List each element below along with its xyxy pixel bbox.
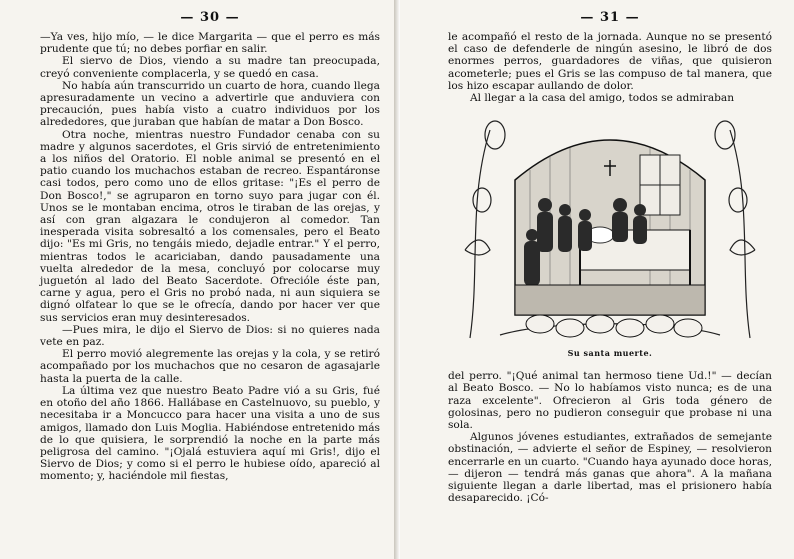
left-page bbox=[0, 0, 394, 559]
page-number-right: — 31 — bbox=[580, 10, 640, 25]
paragraph: Algunos jóvenes estudiantes, extrañados de semejante obstinación, — advierte el señor de Espiney, — resolvieron encerrarle en un cuarto. "Cuando haya ayunado doce horas, — dijeron — tendrá más ganas que ahora". A la mañana siguiente llegan a darle libertad, mas el prisionero había desaparecido. ¡Có- bbox=[448, 431, 772, 505]
illustration-caption: Su santa muerte. bbox=[567, 348, 653, 359]
paragraph: El siervo de Dios, viendo a su madre tan preocupada, creyó conveniente complacerla, y se quedó en casa. bbox=[40, 55, 380, 80]
paragraph: Al llegar a la casa del amigo, todos se admiraban bbox=[470, 92, 735, 105]
paragraph: El perro movió alegremente las orejas y la cola, y se retiró acompañado por los muchachos que no cesaron de agasajarle hasta la puerta de la calle. bbox=[40, 348, 380, 385]
paragraph: —Pues mira, le dijo el Siervo de Dios: si no quieres nada vete en paz. bbox=[40, 323, 380, 349]
paragraph: Otra noche, mientras nuestro Fundador cenaba con su madre y algunos sacerdotes, el Gris sirvió de entretenimiento a los niños del Oratorio. El noble animal se presentó en el patio cuando los muchachos estaban de recreo. Espantáronse casi todos, pero como uno de ellos gritase: "¡Es el perro de Don Bosco!," se agruparon en torno suyo para jugar con él. Unos se le montaban encima, otros le tiraban de las orejas, y así con gran algazara le condujeron al comedor. Tan inesperada visita sobresaltó a los comensales, pero el Beato dijo: "Es mi Gris, no tengáis miedo, dejadle entrar." Y el perro, mientras todos le acariciaban, dando pausadamente una vuelta alrededor de la mesa, concluyó por colocarse muy juguetón al lado del Beato Sacerdote. Ofrecióle éste pan, carne y agua, pero el Gris no probó nada, ni aun siquiera se dignó olfatear lo que se le ofrecía, dando por hacer ver que sus servicios eran muy desinteresados. bbox=[40, 128, 380, 324]
paragraph: del perro. "¡Qué animal tan hermoso tiene Ud.!" — decían al Beato Bosco. — No lo habíamos visto nunca; es de una raza excelente". Ofrecieron al Gris toda género de golosinas, pero no pudieron conseguir que probase ni una sola. bbox=[448, 370, 772, 432]
paragraph: La última vez que nuestro Beato Padre vió a su Gris, fué en otoño del año 1866. Hallábase en Castelnuovo, su pueblo, y necesitaba ir a Moncucco para hacer una visita a uno de sus amigos, llamado don Luis Moglia. Habiéndose entretenido más de lo que quisiera, le sorprendió la noche en la parte más peligrosa del camino. "¡Ojalá estuviera aquí mi Gris!, dijo el Siervo de Dios; y como si el perro le hubiese oído, apareció al momento; y, haciéndole mil fiestas, bbox=[40, 384, 380, 483]
engraving-svg bbox=[460, 110, 760, 342]
right-page bbox=[400, 0, 794, 559]
page-number-left: — 30 — bbox=[180, 10, 240, 25]
paragraph: No había aún transcurrido un cuarto de hora, cuando llega apresuradamente un vecino a advertirle que anduviera con precaución, pues había visto a cuatro individuos por los alrededores, que juraban que habían de matar a Don Bosco. bbox=[40, 79, 380, 129]
paragraph: le acompañó el resto de la jornada. Aunque no se presentó el caso de defenderle de ningún asesino, le libró de dos enormes perros, guardadores de viñas, que quisieron acometerle; pues el Gris se las compuso de tal manera, que los hizo escapar aullando de dolor. bbox=[448, 31, 772, 92]
paragraph: —Ya ves, hijo mío, — le dice Margarita — que el perro es más prudente que tú; no debes porfiar en salir. bbox=[40, 31, 380, 56]
death-scene-illustration bbox=[460, 110, 760, 342]
